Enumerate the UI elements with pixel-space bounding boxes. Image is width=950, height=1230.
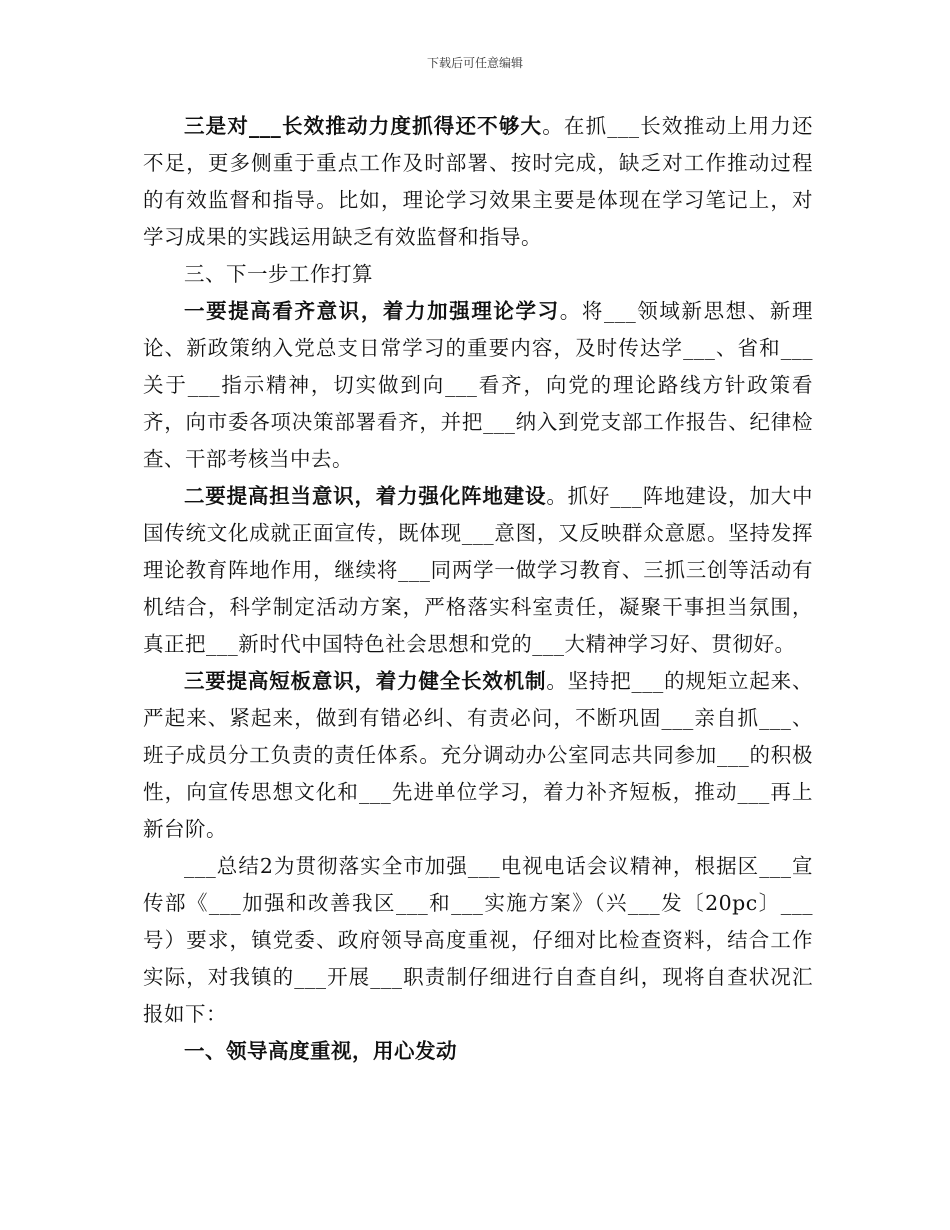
paragraph bbox=[143, 1033, 813, 1070]
paragraph bbox=[143, 108, 813, 256]
paragraph-heading: 三是对___长效推动力度抓得还不够大 bbox=[184, 114, 543, 138]
paragraph bbox=[143, 256, 813, 293]
paragraph-text: ___总结2为贯彻落实全市加强___电视电话会议精神，根据区___宣传部《___加强和改善我区___和___实施方案》（兴___发〔20pc〕___号）要求，镇党委、政府领导高度重视，仔细对比检查资料，结合工作实际，对我镇的___开展___职责制仔细进行自查自纠，现将自查状况汇报如下： bbox=[143, 854, 813, 1026]
paragraph-heading: 一、领导高度重视，用心发动 bbox=[184, 1039, 457, 1063]
document-body bbox=[143, 108, 813, 1070]
paragraph bbox=[143, 478, 813, 663]
page-header-note: 下载后可任意编辑 bbox=[426, 56, 523, 70]
paragraph bbox=[143, 293, 813, 478]
section-heading: 三、下一步工作打算 bbox=[184, 262, 373, 286]
paragraph-text: 。坚持把___的规矩立起来、严起来、紧起来，做到有错必纠、有责必问，不断巩固___亲自抓___、班子成员分工负责的责任体系。充分调动办公室同志共同参加___的积极性，向宣传思想文化和___先进单位学习，着力补齐短板，推动___再上新台阶。 bbox=[143, 669, 813, 841]
paragraph-text: 。将___领域新思想、新理论、新政策纳入党总支日常学习的重要内容，及时传达学___、省和___关于___指示精神，切实做到向___看齐，向党的理论路线方针政策看齐，向市委各项决策部署看齐，并把___纳入到党支部工作报告、纪律检查、干部考核当中去。 bbox=[143, 299, 814, 471]
paragraph-text: 。在抓___长效推动上用力还不足，更多侧重于重点工作及时部署、按时完成，缺乏对工作推动过程的有效监督和指导。比如，理论学习效果主要是体现在学习笔记上，对学习成果的实践运用缺乏有效监督和指导。 bbox=[143, 114, 814, 249]
paragraph-heading: 三要提高短板意识，着力健全长效机制 bbox=[184, 669, 547, 693]
paragraph bbox=[143, 663, 813, 848]
paragraph-heading: 一要提高看齐意识，着力加强理论学习 bbox=[184, 299, 560, 323]
paragraph bbox=[143, 848, 813, 1033]
paragraph-heading: 二要提高担当意识，着力强化阵地建设 bbox=[184, 484, 547, 508]
paragraph-text: 。抓好___阵地建设，加大中国传统文化成就正面宣传，既体现___意图，又反映群众意愿。坚持发挥理论教育阵地作用，继续将___同两学一做学习教育、三抓三创等活动有机结合，科学制定活动方案，严格落实科室责任，凝聚干事担当氛围，真正把___新时代中国特色社会思想和党的___大精神学习好、贯彻好。 bbox=[143, 484, 813, 656]
